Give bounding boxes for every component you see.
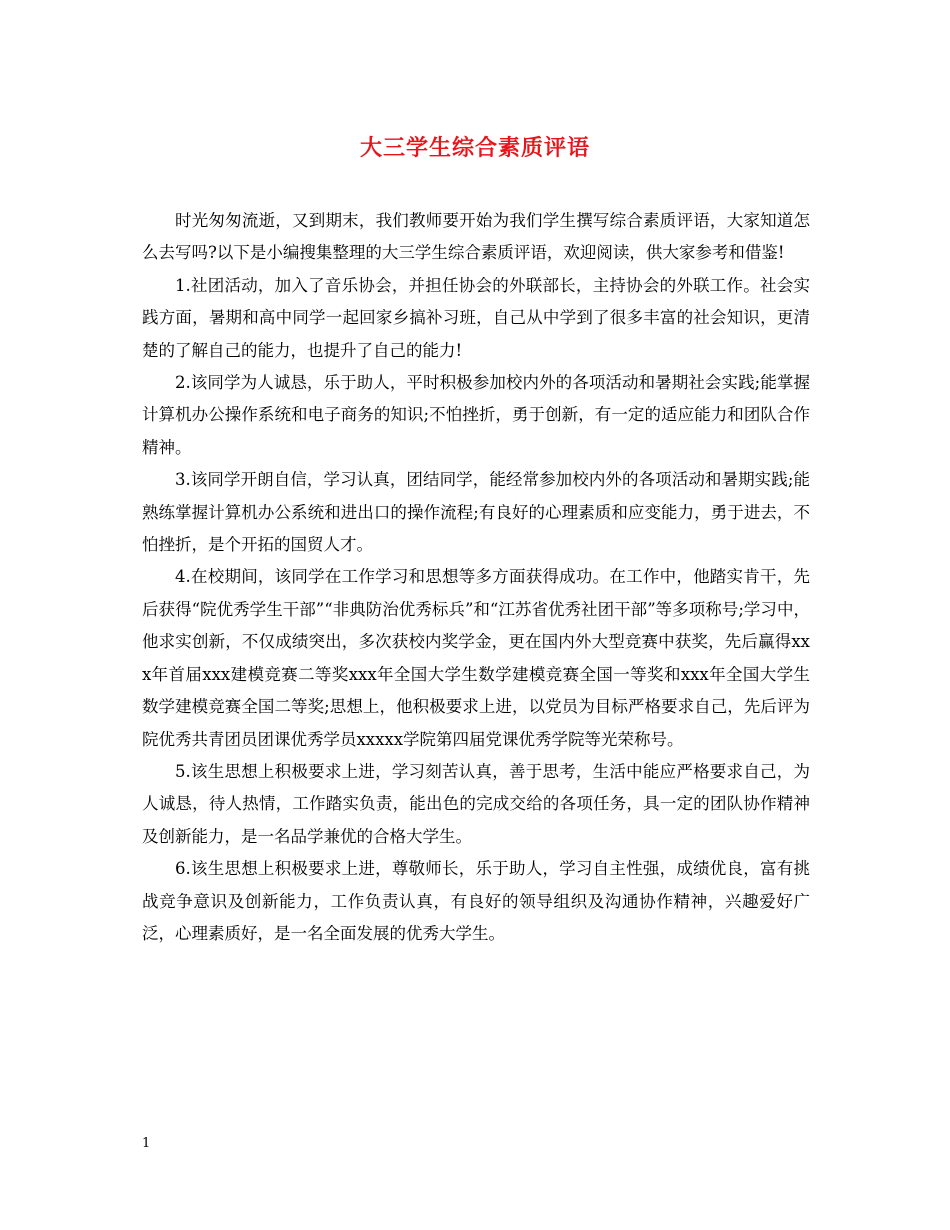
- comment-paragraph-4: 4.在校期间，该同学在工作学习和思想等多方面获得成功。在工作中，他踏实肯干，先后获得“院优秀学生干部”“非典防治优秀标兵”和“江苏省优秀社团干部”等多项称号;学习中，他求实创新，不仅成绩突出，多次获校内奖学金，更在国内外大型竞赛中获奖，先后赢得xxx年首届xxx建模竞赛二等奖xxx年全国大学生数学建模竞赛全国一等奖和xxx年全国大学生数学建模竞赛全国二等奖;思想上，他积极要求上进，以党员为目标严格要求自己，先后评为院优秀共青团员团课优秀学员xxxxx学院第四届党课优秀学院等光荣称号。: [142, 567, 810, 749]
- comment-paragraph-5: 5.该生思想上积极要求上进，学习刻苦认真，善于思考，生活中能应严格要求自己，为人诚恳，待人热情，工作踏实负责，能出色的完成交给的各项任务，具一定的团队协作精神及创新能力，是一名品学兼优的合格大学生。: [142, 761, 810, 846]
- intro-paragraph: 时光匆匆流逝，又到期末，我们教师要开始为我们学生撰写综合素质评语，大家知道怎么去写吗?以下是小编搜集整理的大三学生综合素质评语，欢迎阅读，供大家参考和借鉴!: [142, 211, 810, 263]
- comment-paragraph-6: 6.该生思想上积极要求上进，尊敬师长，乐于助人，学习自主性强，成绩优良，富有挑战竞争意识及创新能力，工作负责认真，有良好的领导组织及沟通协作精神，兴趣爱好广泛，心理素质好，是一名全面发展的优秀大学生。: [142, 859, 810, 943]
- page-number: 1: [142, 1136, 151, 1151]
- document-body: [142, 205, 810, 950]
- comment-paragraph-3: 3.该同学开朗自信，学习认真，团结同学，能经常参加校内外的各项活动和暑期实践;能熟练掌握计算机办公系统和进出口的操作流程;有良好的心理素质和应变能力，勇于进去，不怕挫折，是个开拓的国贸人才。: [142, 470, 810, 555]
- document-title: 大三学生综合素质评语: [359, 135, 590, 161]
- comment-paragraph-2: 2.该同学为人诚恳，乐于助人，平时积极参加校内外的各项活动和暑期社会实践;能掌握计算机办公操作系统和电子商务的知识;不怕挫折，勇于创新，有一定的适应能力和团队合作精神。: [142, 373, 810, 457]
- comment-paragraph-1: 1.社团活动，加入了音乐协会，并担任协会的外联部长，主持协会的外联工作。社会实践方面，暑期和高中同学一起回家乡搞补习班，自己从中学到了很多丰富的社会知识，更清楚的了解自己的能力，也提升了自己的能力!: [142, 275, 810, 360]
